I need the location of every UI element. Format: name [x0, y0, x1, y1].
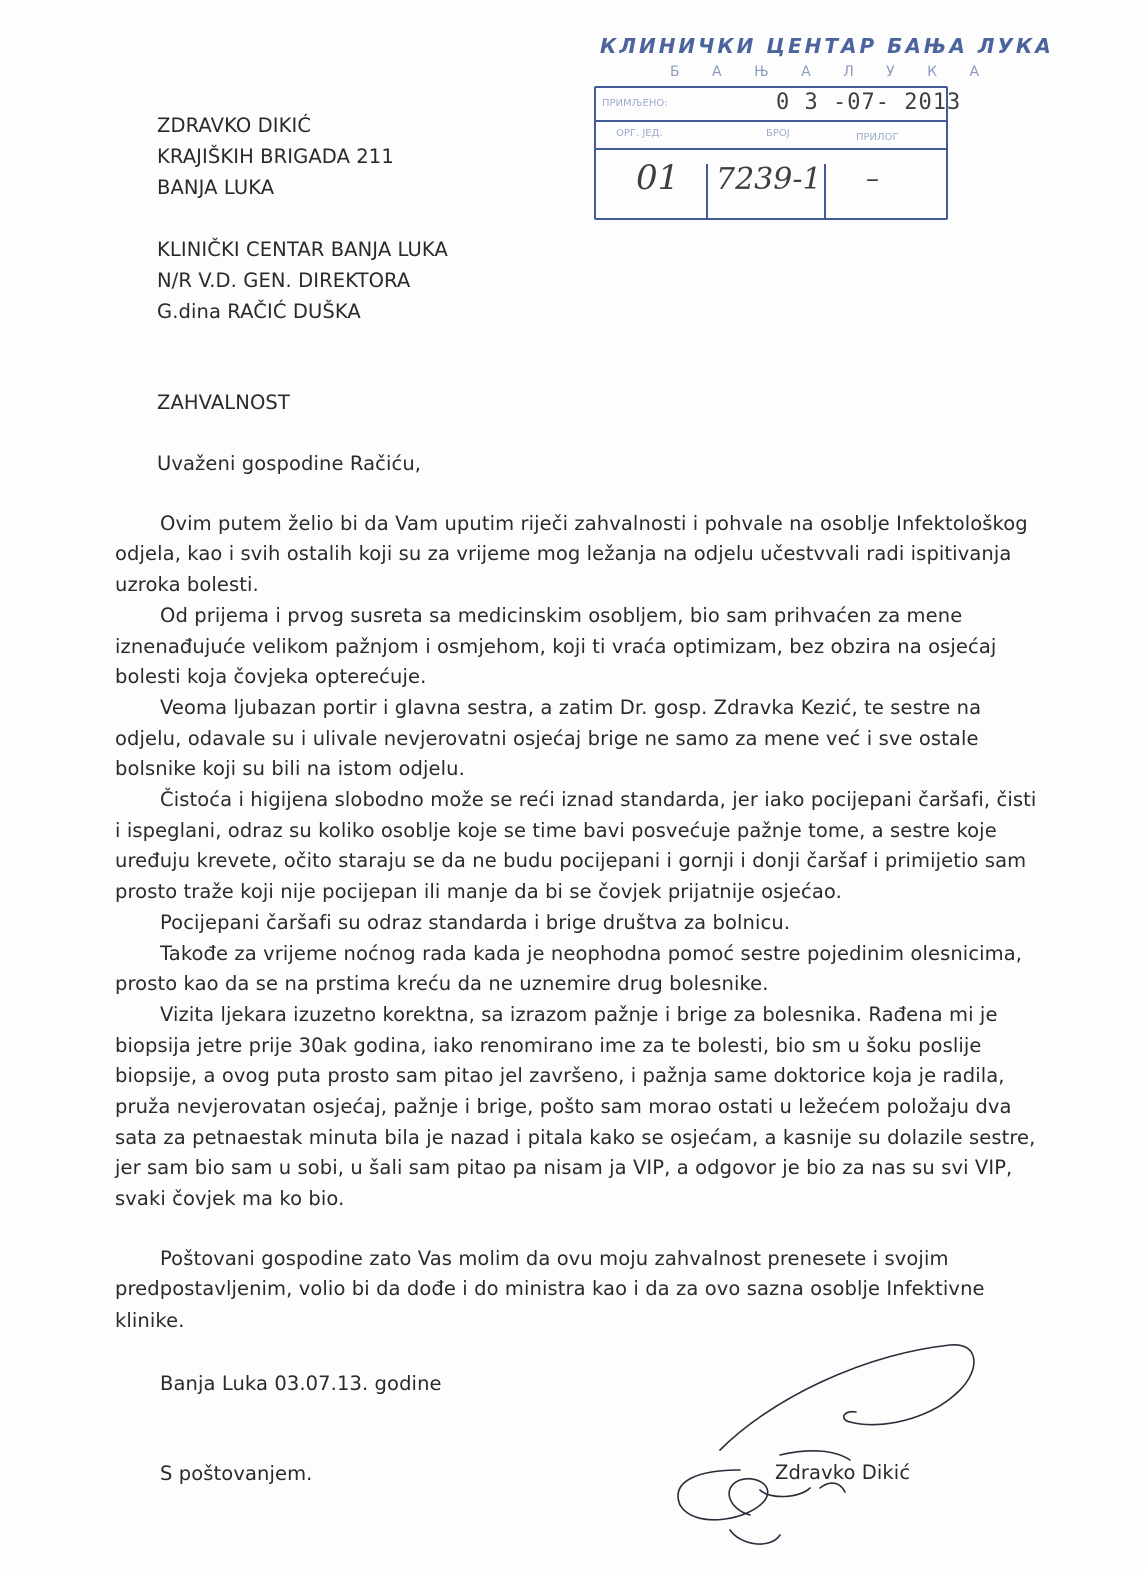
body-line: Veoma ljubazan portir i glavna sestra, a zatim Dr. gosp. Zdravka Kezić, te sestre na — [160, 696, 982, 719]
stamp-divider-2 — [824, 164, 826, 218]
body-line: bolesti koja čovjeka opterećuje. — [115, 665, 427, 688]
regards: S poštovanjem. — [160, 1462, 313, 1485]
closing-line: predpostavljenim, volio bi da dođe i do ministra kao i da za ovo sazna osoblje Infektivne — [115, 1277, 985, 1300]
body-line: iznenađujuće velikom pažnjom i osmjehom, koji ti vraća optimizam, bez obzira na osjećaj — [115, 635, 997, 658]
body-line: uređuju krevete, očito staraju se da ne budu pocijepani i gornji i donji čaršaf i primijetio sam — [115, 849, 1027, 872]
stamp-number: 7239-1 — [716, 162, 822, 197]
place-date: Banja Luka 03.07.13. godine — [160, 1372, 442, 1395]
body-line: i ispeglani, odraz su koliko osoblje koje se time bavi posvećuje pažnje tome, a sestre koje — [115, 819, 997, 842]
sender-block — [157, 110, 394, 203]
body-line: Vizita ljekara izuzetno korektna, sa izrazom pažnje i brige za bolesnika. Rađena mi je — [160, 1003, 998, 1026]
handwritten-signature — [660, 1330, 990, 1560]
body-line: jer sam bio sam u sobi, u šali sam pitao pa nisam ja VIP, a odgovor je bio za nas su svi VIP, — [115, 1156, 1013, 1179]
stamp-row-received — [596, 88, 962, 122]
stamp-box — [594, 86, 962, 220]
body-line: sata za petnaestak minuta bila je nazad i pitala kako se osjećam, a kasnije su dolazile sestre, — [115, 1126, 1036, 1149]
stamp-institution: КЛИНИЧКИ ЦЕНТАР БАЊА ЛУКА — [600, 34, 1054, 58]
stamp-label-number: БРОЈ — [766, 128, 790, 139]
closing-line: Poštovani gospodine zato Vas molim da ovu moju zahvalnost prenesete i svojim — [160, 1247, 949, 1270]
subject: ZAHVALNOST — [157, 391, 290, 414]
stamp-row-labels — [596, 122, 946, 150]
body-line: Pocijepani čaršafi su odraz standarda i brige društva za bolnicu. — [160, 911, 791, 934]
recipient-block — [157, 234, 448, 327]
recipient-institution: KLINIČKI CENTAR BANJA LUKA — [157, 238, 448, 261]
body-line: odjelu, odavale su i ulivale nevjerovatni osjećaj brige ne samo za mene već i sve ostale — [115, 727, 979, 750]
recipient-attention: N/R V.D. GEN. DIREKTORA — [157, 269, 411, 292]
body-line: Ovim putem želio bi da Vam uputim riječi zahvalnosti i pohvale na osoblje Infektološkog — [160, 512, 1028, 535]
sender-name: ZDRAVKO DIKIĆ — [157, 114, 312, 137]
body-line: odjela, kao i svih ostalih koji su za vrijeme mog ležanja na odjelu učestvvali radi ispitivanja — [115, 542, 1012, 565]
closing-line: klinike. — [115, 1309, 185, 1332]
body-line: Takođe za vrijeme noćnog rada kada je neophodna pomoć sestre pojedinim olesnicima, — [160, 942, 1023, 965]
stamp-label-received: ПРИМЉЕНО: — [602, 98, 668, 109]
stamp-city: Б А Њ А Л У К А — [670, 64, 994, 80]
body-line: biopsije, a ovog puta prosto sam pitao jel završeno, i pažnja same doktorice koja je radila, — [115, 1064, 1005, 1087]
salutation: Uvaženi gospodine Račiću, — [157, 452, 422, 475]
registry-stamp — [590, 30, 1054, 230]
signatory-name: Zdravko Dikić — [775, 1461, 911, 1484]
body-line: svaki čovjek ma ko bio. — [115, 1187, 345, 1210]
sender-street: KRAJIŠKIH BRIGADA 211 — [157, 145, 394, 168]
sender-city: BANJA LUKA — [157, 176, 275, 199]
stamp-date: 0 3 -07- 2013 — [776, 90, 962, 115]
body-line: Čistoća i higijena slobodno može se reći iznad standarda, jer iako pocijepani čaršafi, čisti — [160, 788, 1037, 811]
stamp-org-unit: 01 — [636, 158, 680, 198]
stamp-label-org: ОРГ. ЈЕД. — [616, 128, 663, 139]
body-line: prosto traže koji nije pocijepan ili manje da bi se čovjek prijatnije osjećao. — [115, 880, 842, 903]
stamp-label-attachment: ПРИЛОГ — [856, 132, 899, 143]
stamp-attachment: – — [866, 164, 879, 194]
body-line: uzroka bolesti. — [115, 573, 259, 596]
body-line: bolsnike koji su bili na istom odjelu. — [115, 757, 465, 780]
stamp-divider-1 — [706, 164, 708, 218]
body-line: Od prijema i prvog susreta sa medicinskim osobljem, bio sam prihvaćen za mene — [160, 604, 963, 627]
body-line: pruža nevjerovatan osjećaj, pažnje i brige, pošto sam morao ostati u ležećem položaju dva — [115, 1095, 1012, 1118]
recipient-person: G.dina RAČIĆ DUŠKA — [157, 300, 361, 323]
body-line: prosto kao da se na prstima kreću da ne uznemire drug bolesnike. — [115, 972, 769, 995]
body-line: biopsija jetre prije 30ak godina, iako renomirano ime za te bolesti, bio sm u šoku poslije — [115, 1034, 982, 1057]
